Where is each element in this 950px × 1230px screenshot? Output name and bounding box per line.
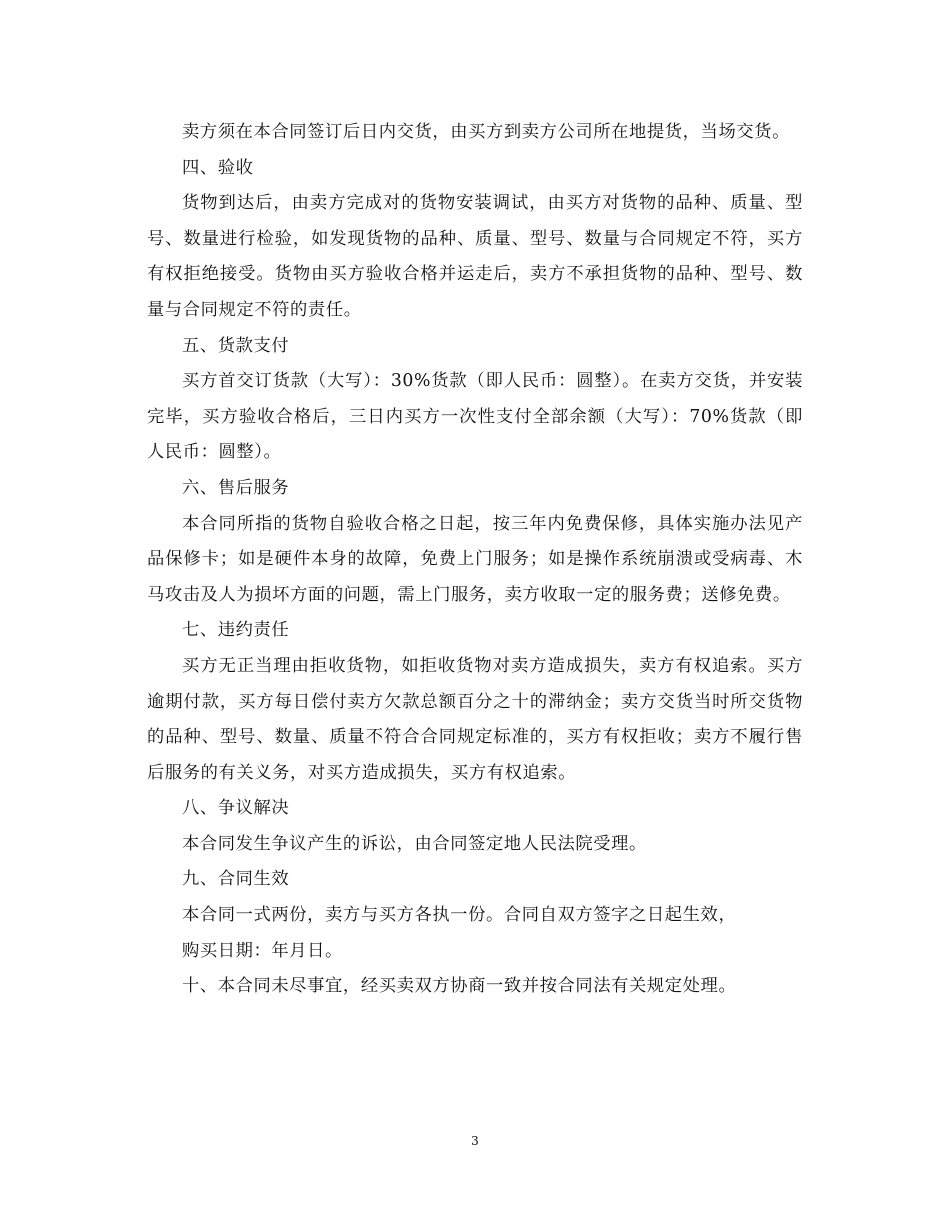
effect-paragraph: 本合同一式两份，卖方与买方各执一份。合同自双方签字之日起生效， xyxy=(182,905,737,926)
document-body xyxy=(147,115,803,1005)
liability-paragraph: 买方无正当理由拒收货物，如拒收货物对卖方造成损失，卖方有权追索。买方逾期付款，买方每日偿付卖方欠款总额百分之十的滞纳金；卖方交货当时所交货物的品种、型号、数量、质量不符合合同规定标准的，买方有权拒收；卖方不履行售后服务的有关义务，对买方造成损失，买方有权追索。 xyxy=(147,655,803,783)
payment-paragraph: 买方首交订货款（大写）：30%货款（即人民币：圆整）。在卖方交货，并安装完毕，买方验收合格后，三日内买方一次性支付全部余额（大写）：70%货款（即人民币：圆整）。 xyxy=(147,371,803,463)
acceptance-paragraph: 货物到达后，由卖方完成对的货物安装调试，由买方对货物的品种、质量、型号、数量进行检验，如发现货物的品种、质量、型号、数量与合同规定不符，买方有权拒绝接受。货物由买方验收合格并运走后，卖方不承担货物的品种、型号、数量与合同规定不符的责任。 xyxy=(147,193,803,320)
section-heading-liability: 七、违约责任 xyxy=(182,620,290,641)
page-number: 3 xyxy=(471,1134,479,1148)
purchase-date-line: 购买日期：年月日。 xyxy=(182,940,343,961)
dispute-paragraph: 本合同发生争议产生的诉讼，由合同签定地人民法院受理。 xyxy=(182,833,647,854)
after-sales-paragraph: 本合同所指的货物自验收合格之日起，按三年内免费保修，具体实施办法见产品保修卡；如是硬件本身的故障，免费上门服务；如是操作系统崩溃或受病毒、木马攻击及人为损坏方面的问题，需上门服务，卖方收取一定的服务费；送修免费。 xyxy=(147,513,803,605)
section-heading-payment: 五、货款支付 xyxy=(182,335,290,356)
section-heading-dispute: 八、争议解决 xyxy=(182,798,290,819)
section-ten-paragraph: 十、本合同未尽事宜，经买卖双方协商一致并按合同法有关规定处理。 xyxy=(182,976,737,997)
section-heading-after-sales: 六、售后服务 xyxy=(182,477,290,498)
section-heading-acceptance: 四、验收 xyxy=(182,157,254,178)
delivery-paragraph: 卖方须在本合同签订后日内交货，由买方到卖方公司所在地提货，当场交货。 xyxy=(182,122,790,142)
section-heading-effect: 九、合同生效 xyxy=(182,869,290,890)
